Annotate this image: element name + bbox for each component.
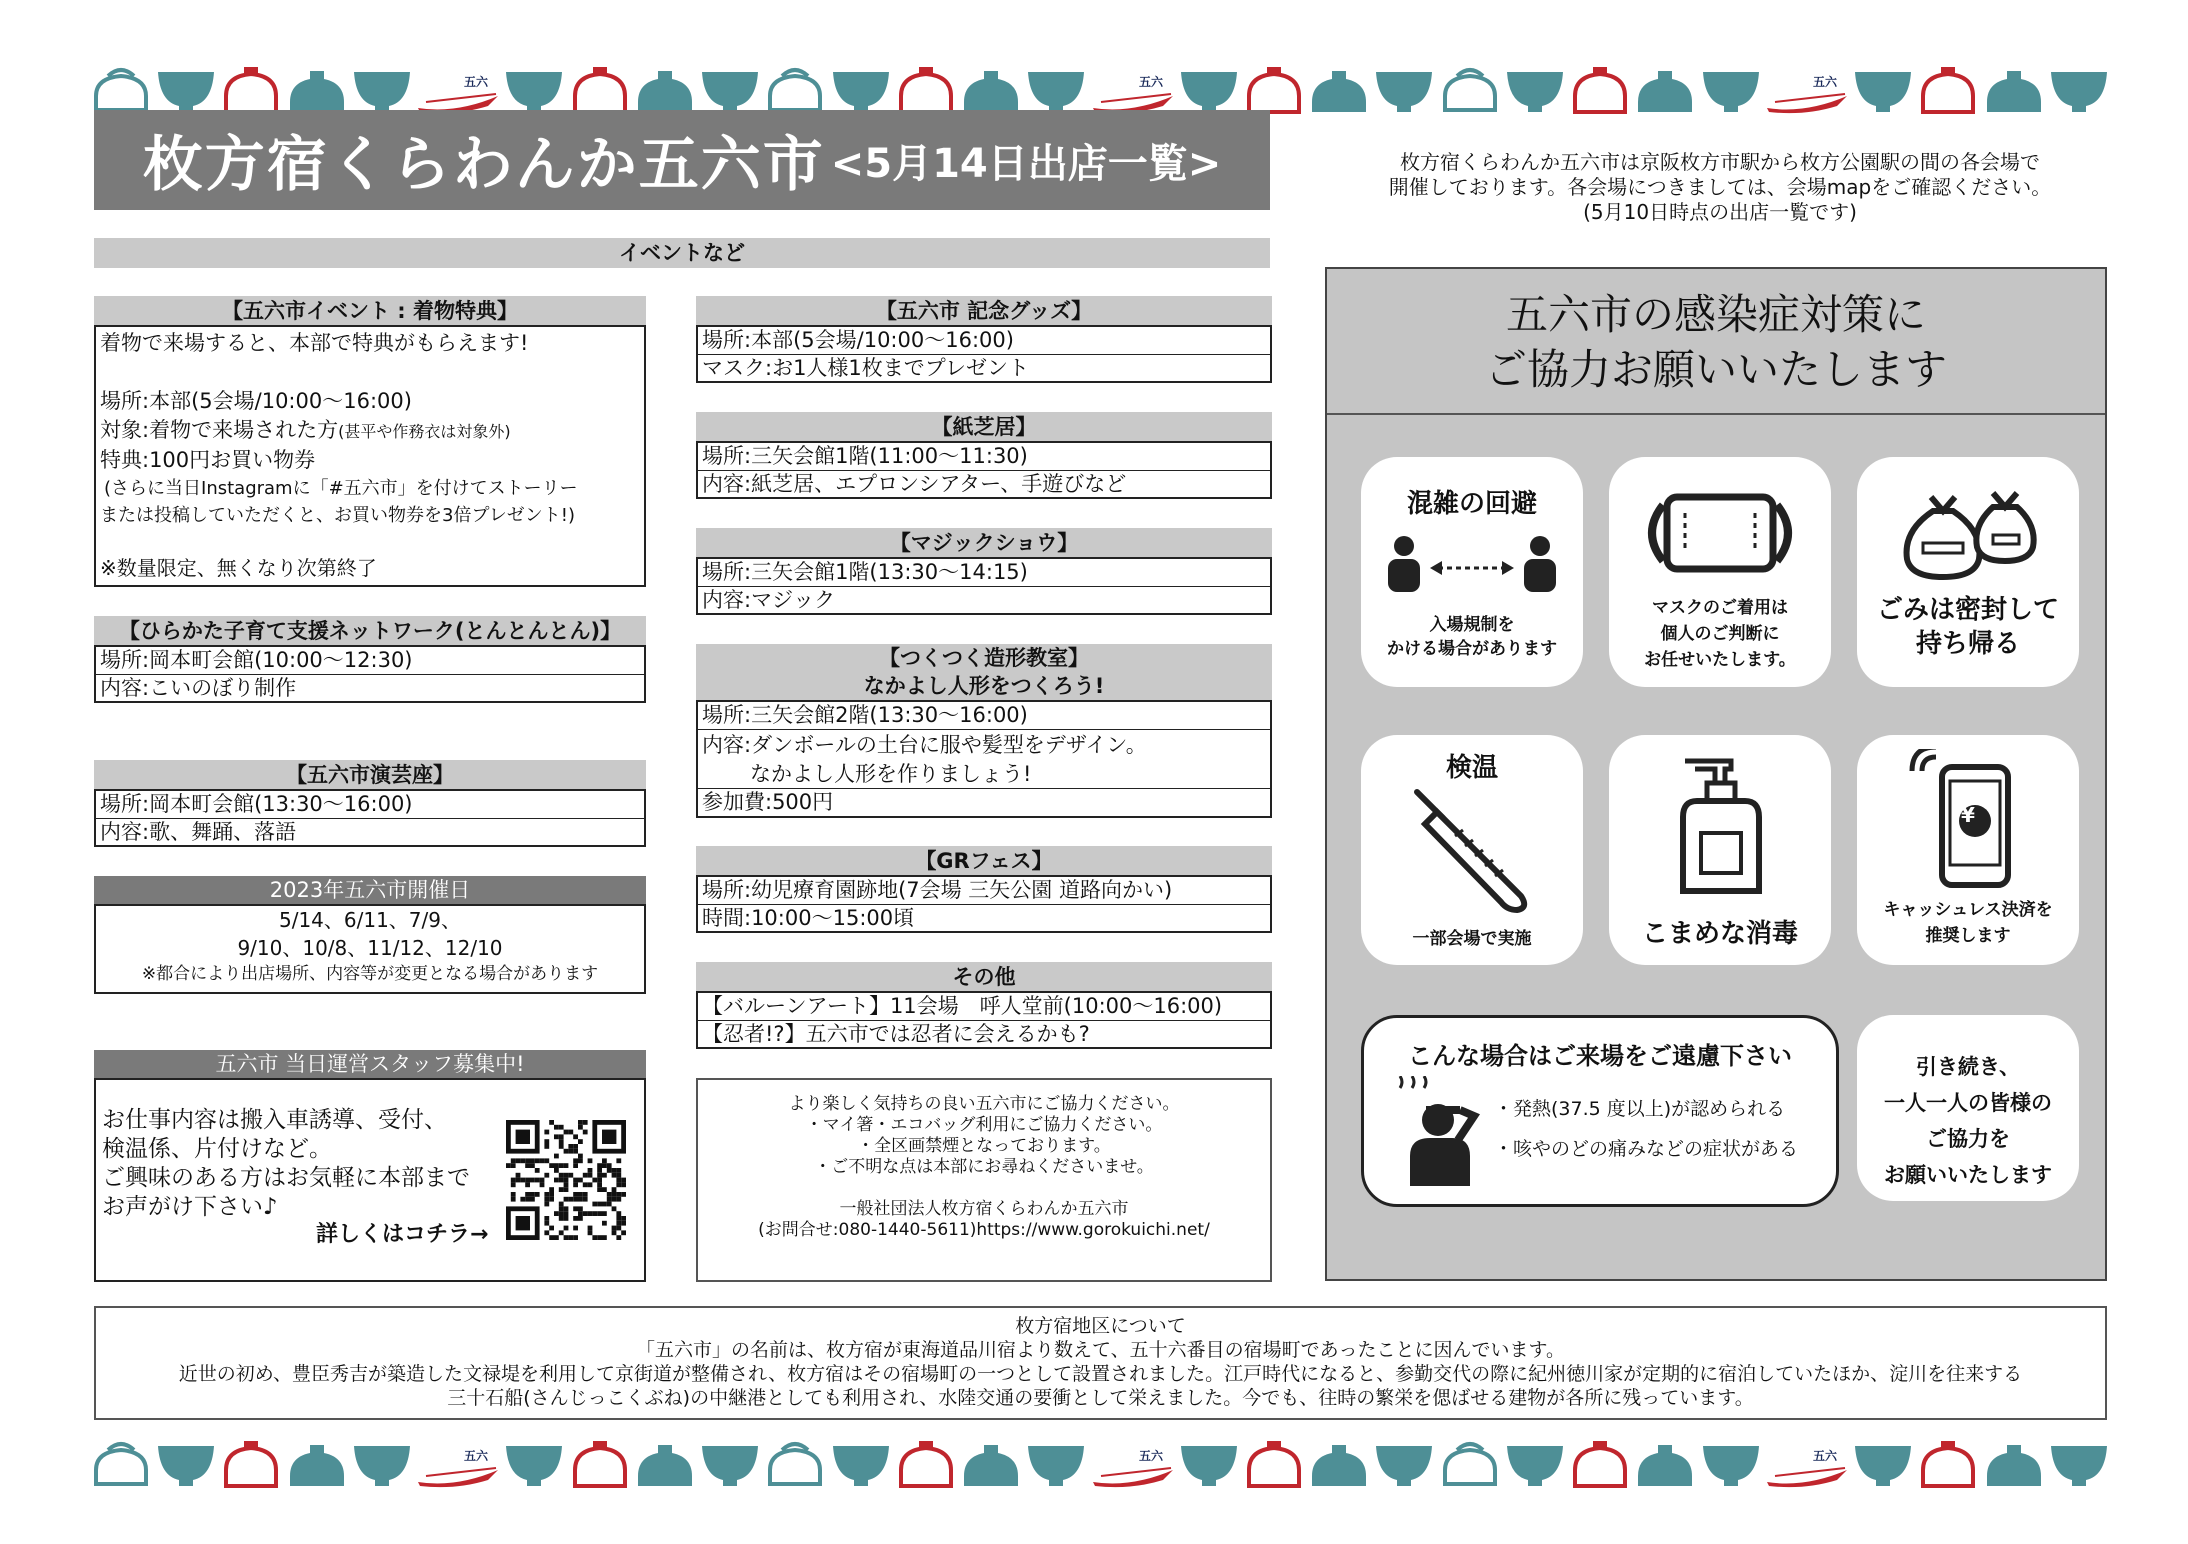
teal-dome-bowl-icon: [1634, 1436, 1696, 1490]
gr-fes-box: 場所:幼児療育園跡地(7会場 三矢公園 道路向かい) 時間:10:00～15:00頃: [696, 875, 1272, 933]
other-box: 【バルーンアート】11会場 呼人堂前(10:00～16:00) 【忍者!?】五六市では忍者に会えるかも?: [696, 991, 1272, 1049]
teal-bowl-icon: [1025, 1436, 1087, 1490]
about-hirakata-box: 枚方宿地区について 「五六市」の名前は、枚方宿が東海道品川宿より数えて、五十六番目の宿場町であったことに因んでいます。 近世の初め、豊臣秀吉が築造した文禄堤を利用して京街道が整備され、枚方宿はその宿場町の一つとして設置されました。江戸時代になると、参勤交代の際に紀州徳川家が定期的に宿泊していたほか、淀川を往来する 三十石船(さんじっこくぶね)の中継港としても利用され、水陸交通の要衝として栄えました。今でも、往時の繁栄を偲ばせる建物が各所に残っています。: [94, 1306, 2107, 1420]
teal-bowl-icon: [1178, 1436, 1240, 1490]
kimono-event-title: 【五六市イベント : 着物特典】: [94, 296, 646, 326]
lidded-bowl-icon: [1917, 62, 1979, 116]
teal-dome-bowl-icon: [286, 1436, 348, 1490]
gr-fes-title: 【GRフェス】: [696, 846, 1272, 876]
card-trash: ごみは密封して 持ち帰る: [1857, 457, 2079, 687]
zokei-box: 場所:三矢会館2階(13:30～16:00) 内容:ダンボールの土台に服や髪型をデザイン。 なかよし人形を作りましょう! 参加費:500円: [696, 700, 1272, 818]
outline-bowl-icon: [1439, 1436, 1501, 1490]
teal-bowl-icon: [1700, 62, 1762, 116]
lidded-bowl-icon: [895, 1436, 957, 1490]
teal-dome-bowl-icon: [634, 62, 696, 116]
thermometer-icon: [1397, 784, 1547, 914]
sanitizer-bottle-icon: [1645, 751, 1795, 901]
boat-icon: [1765, 1446, 1849, 1490]
kamishibai-title: 【紙芝居】: [696, 412, 1272, 442]
teal-bowl-icon: [830, 62, 892, 116]
teal-dome-bowl-icon: [1308, 62, 1370, 116]
lidded-bowl-icon: [569, 1436, 631, 1490]
title-banner: [94, 110, 1270, 210]
teal-bowl-icon: [830, 1436, 892, 1490]
teal-bowl-icon: [699, 1436, 761, 1490]
teal-dome-bowl-icon: [1983, 62, 2045, 116]
teal-dome-bowl-icon: [960, 1436, 1022, 1490]
lidded-bowl-icon: [569, 62, 631, 116]
staff-recruit-box: お仕事内容は搬入車誘導、受付、 検温係、片付けなど。 ご興味のある方はお気軽に本部まで お声がけ下さい♪ 詳しくはコチラ→: [94, 1078, 646, 1282]
card-disinfect: こまめな消毒: [1609, 735, 1831, 965]
teal-bowl-icon: [699, 62, 761, 116]
outline-bowl-icon: [1439, 62, 1501, 116]
about-title: 枚方宿地区について: [1015, 1315, 1186, 1337]
schedule-title: 2023年五六市開催日: [94, 876, 646, 904]
zokei-title: 【つくつく造形教室】 なかよし人形をつくろう!: [696, 644, 1272, 700]
card-mask: マスクのご着用は 個人のご判断に お任せいたします。: [1609, 457, 1831, 687]
infection-panel: [1325, 267, 2107, 1281]
schedule-box: 5/14、6/11、7/9、 9/10、10/8、11/12、12/10 ※都合により出店場所、内容等が変更となる場合があります: [94, 904, 646, 994]
qr-code[interactable]: [506, 1120, 626, 1240]
decorative-bowl-band-top: [90, 56, 2110, 116]
lidded-bowl-icon: [1569, 1436, 1631, 1490]
teal-dome-bowl-icon: [1983, 1436, 2045, 1490]
svg-text:五六: 五六: [464, 75, 489, 89]
magic-box: 場所:三矢会館1階(13:30～14:15) 内容:マジック: [696, 557, 1272, 615]
teal-bowl-icon: [1852, 1436, 1914, 1490]
teal-bowl-icon: [1504, 62, 1566, 116]
events-heading: イベントなど: [94, 238, 1270, 268]
teal-bowl-icon: [1700, 1436, 1762, 1490]
trash-bag-icon: [1893, 481, 2043, 581]
teal-bowl-icon: [155, 1436, 217, 1490]
svg-text:五六: 五六: [1812, 75, 1837, 89]
kamishibai-box: 場所:三矢会館1階(11:00～11:30) 内容:紙芝居、エプロンシアター、手遊びなど: [696, 441, 1272, 499]
svg-text:五六: 五六: [1138, 75, 1163, 89]
card-temperature: 検温 一部会場で実施: [1361, 735, 1583, 965]
card-thanks: 引き続き、 一人一人の皆様の ご協力を お願いいたします: [1857, 1015, 2079, 1201]
teal-dome-bowl-icon: [634, 1436, 696, 1490]
teal-dome-bowl-icon: [1634, 62, 1696, 116]
tonton-title: 【ひらかた子育て支援ネットワーク(とんとんとん)】: [94, 616, 646, 646]
staff-details-link[interactable]: 詳しくはコチラ→: [316, 1222, 489, 1247]
magic-title: 【マジックショウ】: [696, 528, 1272, 558]
teal-bowl-icon: [155, 62, 217, 116]
teal-dome-bowl-icon: [960, 62, 1022, 116]
teal-bowl-icon: [1025, 62, 1087, 116]
lidded-bowl-icon: [1917, 1436, 1979, 1490]
lidded-bowl-icon: [1569, 62, 1631, 116]
kimono-event-box: 着物で来場すると、本部で特典がもらえます! 場所:本部(5会場/10:00～16:00) 対象:着物で来場された方(甚平や作務衣は対象外) 特典:100円お買い物券 (さらに当日Instagramに「#五六市」を付けてストーリー または投稿していただくと、お買い物券を3倍プレゼント!) ※数量限定、無くなり次第終了: [94, 325, 646, 587]
teal-dome-bowl-icon: [286, 62, 348, 116]
outline-bowl-icon: [90, 62, 152, 116]
outline-bowl-icon: [764, 62, 826, 116]
teal-bowl-icon: [503, 1436, 565, 1490]
contact-link[interactable]: (お問合せ:080-1440-5611)https://www.gorokuichi.net/: [758, 1220, 1210, 1240]
lidded-bowl-icon: [220, 1436, 282, 1490]
notice-box: より楽しく気持ちの良い五六市にご協力ください。 ・マイ箸・エコバッグ利用にご協力ください。 ・全区画禁煙となっております。 ・ご不明な点は本部にお尋ねくださいませ。 一般社団法人枚方宿くらわんか五六市 (お問合せ:080-1440-5611)https://www.gorokuichi.net/: [696, 1078, 1272, 1282]
card-crowd-avoid: 混雑の回避 入場規制を かける場合があります: [1361, 457, 1583, 687]
svg-text:五六: 五六: [1138, 1449, 1163, 1463]
teal-bowl-icon: [1504, 1436, 1566, 1490]
fever-person-icon: [1390, 1076, 1480, 1186]
qr-code-pattern: [506, 1120, 626, 1240]
lidded-bowl-icon: [1243, 62, 1305, 116]
decorative-bowl-band-bottom: [90, 1430, 2110, 1490]
engeiza-box: 場所:岡本町会館(13:30～16:00) 内容:歌、舞踊、落語: [94, 789, 646, 847]
boat-icon: [416, 1446, 500, 1490]
boat-icon: [1765, 72, 1849, 116]
teal-bowl-icon: [1178, 62, 1240, 116]
goods-box: 場所:本部(5会場/10:00～16:00) マスク:お1人様1枚までプレゼント: [696, 325, 1272, 383]
teal-bowl-icon: [351, 1436, 413, 1490]
lidded-bowl-icon: [895, 62, 957, 116]
outline-bowl-icon: [90, 1436, 152, 1490]
teal-bowl-icon: [503, 62, 565, 116]
goods-title: 【五六市 記念グッズ】: [696, 296, 1272, 326]
teal-bowl-icon: [2048, 62, 2110, 116]
teal-bowl-icon: [351, 62, 413, 116]
card-refrain: こんな場合はご来場をご遠慮下さい ・発熱(37.5 度以上)が認められる ・咳やのどの痛みなどの症状がある: [1361, 1015, 1839, 1207]
teal-bowl-icon: [2048, 1436, 2110, 1490]
intro-text: 枚方宿くらわんか五六市は京阪枚方市駅から枚方公園駅の間の各会場で 開催しております。各会場につきましては、会場mapをご確認ください。 (5月10日時点の出店一覧です): [1388, 150, 2052, 224]
card-cashless: ¥ キャッシュレス決済を 推奨します: [1857, 735, 2079, 965]
svg-text:五六: 五六: [464, 1449, 489, 1463]
boat-icon: [1091, 1446, 1175, 1490]
other-title: その他: [696, 962, 1272, 992]
teal-dome-bowl-icon: [1308, 1436, 1370, 1490]
mask-icon: [1635, 483, 1805, 583]
outline-bowl-icon: [764, 1436, 826, 1490]
yen-icon: ¥: [1961, 803, 1975, 827]
staff-recruit-title: 五六市 当日運営スタッフ募集中!: [94, 1050, 646, 1078]
social-distance-icon: [1382, 534, 1562, 594]
tonton-box: 場所:岡本町会館(10:00～12:30) 内容:こいのぼり制作: [94, 645, 646, 703]
teal-bowl-icon: [1373, 1436, 1435, 1490]
teal-bowl-icon: [1373, 62, 1435, 116]
lidded-bowl-icon: [220, 62, 282, 116]
lidded-bowl-icon: [1243, 1436, 1305, 1490]
engeiza-title: 【五六市演芸座】: [94, 760, 646, 790]
svg-text:五六: 五六: [1812, 1449, 1837, 1463]
teal-bowl-icon: [1852, 62, 1914, 116]
page-title: 枚方宿くらわんか五六市: [142, 130, 825, 200]
infection-title: 五六市の感染症対策に ご協力お願いいたします: [1484, 290, 1947, 394]
page-subtitle: <5月14日出店一覧>: [830, 140, 1222, 187]
